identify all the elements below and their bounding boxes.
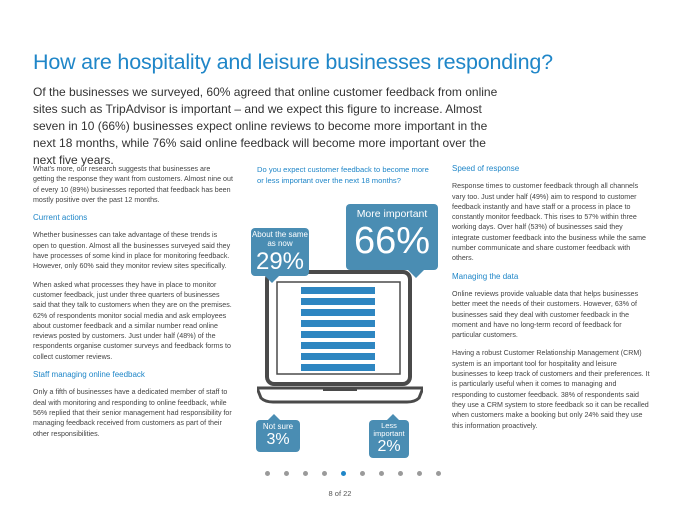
laptop-icon bbox=[257, 268, 423, 418]
pagination-dot[interactable] bbox=[398, 471, 403, 476]
about-same-percent: 29% bbox=[255, 248, 305, 275]
about-same-callout bbox=[251, 228, 309, 276]
survey-question: Do you expect customer feedback to become more or less important over the next 18 months? bbox=[257, 165, 429, 185]
not-sure-callout bbox=[256, 420, 300, 452]
right-paragraph-3: Having a robust Customer Relationship Management (CRM) system is an important tool for hospitality and leisure businesses to keep track of customers and their preferences. It is particularly useful when it comes to managing and responding to customer feedback. 38% of respondents said they use a CRM system to store feedback so it can be recalled when customers make a booking but only 24% said they use this information proactively. bbox=[452, 349, 650, 430]
not-sure-percent: 3% bbox=[266, 431, 290, 448]
page-title: How are hospitality and leisure businesses responding? bbox=[33, 50, 553, 74]
less-important-percent: 2% bbox=[377, 438, 401, 455]
speed-of-response-heading: Speed of response bbox=[452, 164, 520, 173]
left-paragraph-3: When asked what processes they have in place to monitor customer feedback, just under three quarters of businesses said that they talk to customers when they are on the premises. 62% of respondents monitor social media and ask employees about customer feedback and a similar number read online reviews posted by customers. Just under half (48%) of the respondents organise customer surveys and feedback forms to collect customer reviews. bbox=[33, 280, 232, 361]
less-important-label: Less important bbox=[373, 421, 405, 438]
pagination-dot[interactable] bbox=[341, 471, 346, 476]
pagination-dot[interactable] bbox=[284, 471, 289, 476]
less-important-callout bbox=[369, 420, 409, 458]
more-important-percent: 66% bbox=[353, 220, 431, 262]
more-important-label: More important bbox=[356, 208, 428, 220]
right-column bbox=[452, 164, 652, 439]
pagination-dot[interactable] bbox=[265, 471, 270, 476]
pagination-dot[interactable] bbox=[322, 471, 327, 476]
managing-data-heading: Managing the data bbox=[452, 271, 519, 281]
pagination-dot[interactable] bbox=[303, 471, 308, 476]
right-paragraph-1: Response times to customer feedback through all channels vary too. Just under half (49%) aim to respond to customer feedback instantly and have staff or a process in place to constantly monitor feedback. This rises to 57% within three working days. Over half (53%) of businesses said they integrate customer feedback into the business while the same number communicate and share customer feedback with others. bbox=[452, 182, 647, 263]
left-column bbox=[33, 164, 233, 447]
left-paragraph-1: What’s more, our research suggests that businesses are getting the response they want from customers. Almost nine out of every 10 (89%) businesses reported that feedback has been mostly positive over the past 12 months. bbox=[33, 165, 233, 204]
right-paragraph-2: Online reviews provide valuable data that helps businesses better meet the needs of their customers. However, 63% of businesses said they deal with customer feedback in the moment and have no long-term record of feedback for particular customers. bbox=[452, 289, 639, 340]
about-same-label: About the same as now bbox=[251, 230, 309, 248]
current-actions-heading: Current actions bbox=[33, 213, 88, 223]
left-paragraph-4: Only a fifth of businesses have a dedicated member of staff to deal with monitoring and responding to online feedback, while 56% replied that their senior management had responsibility for managing feedback received from customers as part of their other responsibilities. bbox=[33, 388, 232, 438]
staff-managing-heading: Staff managing online feedback bbox=[33, 370, 145, 380]
pagination-dot[interactable] bbox=[436, 471, 441, 476]
not-sure-label: Not sure bbox=[262, 422, 294, 431]
pagination-dot[interactable] bbox=[417, 471, 422, 476]
more-important-callout bbox=[346, 204, 438, 270]
intro-paragraph: Of the businesses we surveyed, 60% agreed that online customer feedback from online sites such as TripAdvisor is important – and we expect this figure to increase. Almost seven in 10 (66%) businesses expect online reviews to become more important in the next 18 months, while 76% said online feedback will become more important over the next five years. bbox=[33, 85, 498, 167]
infographic-question bbox=[257, 164, 435, 186]
page-number: 8 of 22 bbox=[328, 489, 352, 498]
pagination-dot[interactable] bbox=[360, 471, 365, 476]
pagination-dot[interactable] bbox=[379, 471, 384, 476]
left-paragraph-2: Whether businesses can take advantage of these trends is open to question. Almost all the businesses surveyed said they have processes of some kind in place for monitoring feedback. However, only 60% said they monitor review sites specifically. bbox=[33, 231, 231, 271]
pagination-dots bbox=[265, 471, 441, 476]
